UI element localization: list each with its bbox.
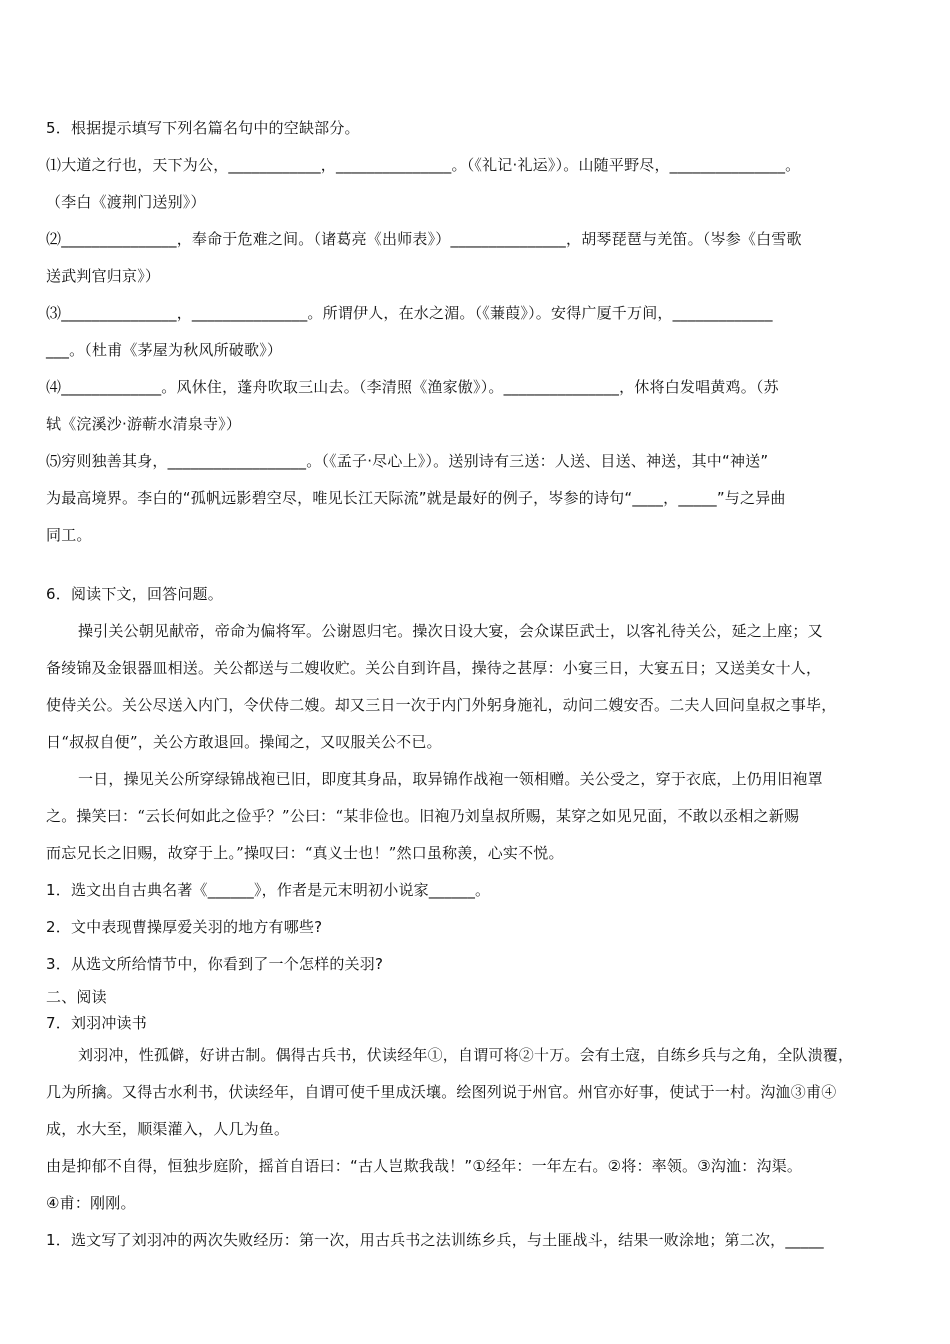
passage-line: 之。操笑曰：“云长何如此之俭乎？”公曰：“某非俭也。旧袍乃刘皇叔所赐，某穿之如见兄面，不敢以丞相之新赐 (46, 807, 800, 825)
passage-line: 日“叔叔自便”，关公方敢退回。操闻之，又叹服关公不已。 (46, 733, 442, 751)
question-5-line: ___。（杜甫《茅屋为秋风所破歌》） (46, 341, 283, 359)
question-7-title: 7．刘羽冲读书 (46, 1014, 147, 1032)
passage-line: 备绫锦及金银器皿相送。关公都送与二嫂收贮。关公自到许昌，操待之甚厚：小宴三日，大宴五日；又送美女十人， (46, 659, 822, 677)
question-6-item: 2．文中表现曹操厚爱关羽的地方有哪些? (46, 918, 323, 936)
passage-line: 而忘兄长之旧赐，故穿于上。”操叹曰：“真义士也！”然口虽称羡，心实不悦。 (46, 844, 564, 862)
passage-line: 由是抑郁不自得，恒独步庭阶，摇首自语曰：“古人岂欺我哉！”①经年：一年左右。②将：率领。③沟洫：沟渠。 (46, 1157, 803, 1175)
question-5-line: 同工。 (46, 526, 92, 544)
passage-line: 几为所擒。又得古水利书，伏读经年，自谓可使千里成沃壤。绘图列说于州官。州官亦好事，使试于一村。沟洫③甫④ (46, 1083, 837, 1101)
passage-line: 使侍关公。关公尽送入内门，令伏侍二嫂。却又三日一次于内门外躬身施礼，动问二嫂安否。二夫人回问皇叔之事毕， (46, 696, 837, 714)
question-5-line: ⑴大道之行也，天下为公，____________，_______________。（《礼记·礼运》）。山随平野尽，_______________。 (46, 156, 801, 174)
section-heading: 二、阅读 (46, 988, 107, 1006)
question-6-item: 3．从选文所给情节中，你看到了一个怎样的关羽? (46, 955, 384, 973)
question-5-line: ⑷_____________。风休住，蓬舟吹取三山去。（李清照《渔家傲》）。_______________，休将白发唱黄鸡。（苏 (46, 378, 779, 396)
passage-line: ④甫：刚刚。 (46, 1194, 136, 1212)
question-6-item: 1．选文出自古典名著《______》，作者是元末明初小说家______。 (46, 881, 491, 899)
question-5-title: 5．根据提示填写下列名篇名句中的空缺部分。 (46, 119, 360, 137)
passage-line: 刘羽冲，性孤僻，好讲古制。偶得古兵书，伏读经年①，自谓可将②十万。会有土寇，自练乡兵与之角，全队溃覆， (78, 1046, 854, 1064)
question-7-item: 1．选文写了刘羽冲的两次失败经历：第一次，用古兵书之法训练乡兵，与土匪战斗，结果一败涂地；第二次，_____ (46, 1231, 824, 1249)
question-5-line: 轼《浣溪沙·游蕲水清泉寺》） (46, 415, 242, 433)
passage-line: 成，水大至，顺渠灌入，人几为鱼。 (46, 1120, 290, 1138)
question-5-line: ⑶_______________，_______________。所谓伊人，在水之湄。（《蒹葭》）。安得广厦千万间，_____________ (46, 304, 773, 322)
question-5-line: 为最高境界。李白的“孤帆远影碧空尽，唯见长江天际流”就是最好的例子，岑参的诗句“____，_____”与之异曲 (46, 489, 786, 507)
question-6-title: 6．阅读下文，回答问题。 (46, 585, 223, 603)
question-5-line: （李白《渡荆门送别》） (46, 193, 206, 211)
question-5-line: 送武判官归京》） (46, 267, 161, 285)
question-5-line: ⑸穷则独善其身，__________________。（《孟子·尽心上》）。送别诗有三送：人送、目送、神送，其中“神送” (46, 452, 769, 470)
passage-line: 一日，操见关公所穿绿锦战袍已旧，即度其身品，取异锦作战袍一领相赠。关公受之，穿于衣底，上仍用旧袍罩 (78, 770, 823, 788)
question-5-line: ⑵_______________，奉命于危难之间。（诸葛亮《出师表》）_______________，胡琴琵琶与羌笛。（岑参《白雪歌 (46, 230, 802, 248)
document-page (46, 120, 906, 1249)
passage-line: 操引关公朝见献帝，帝命为偏将军。公谢恩归宅。操次日设大宴，会众谋臣武士，以客礼待关公，延之上座；又 (78, 622, 823, 640)
